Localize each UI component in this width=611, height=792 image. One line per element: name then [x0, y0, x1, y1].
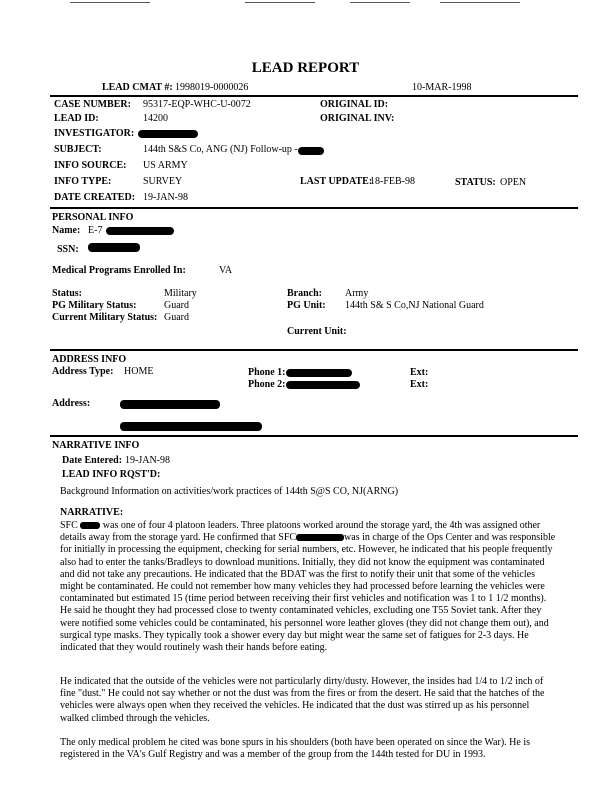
current-military-status-label: Current Military Status:	[52, 312, 158, 323]
phone2-label: Phone 2:	[248, 379, 286, 390]
case-number: 95317-EQP-WHC-U-0072	[143, 99, 251, 110]
address-type-label: Address Type:	[52, 366, 114, 377]
lead-id: 14200	[143, 113, 168, 124]
narrative-paragraph-2: He indicated that the outside of the vehicles were not particularly dirty/dusty. However, the insides had 1/4 to 1/2 inch of fine "dust." He could not say whether or not the dust was from the fires or from the desert. He said that the hatches of the vehicles were always open when they received the vehicles. He indicated that the dust was stirred up as his personnel walked climbed through the vehicles.	[60, 676, 545, 724]
narrative-info-heading: NARRATIVE INFO	[52, 440, 140, 451]
info-source: US ARMY	[143, 160, 188, 171]
subject: 144th S&S Co, ANG (NJ) Follow-up -	[143, 144, 298, 155]
redaction-inline	[296, 534, 344, 541]
ext1-label: Ext:	[410, 367, 429, 378]
narrative-p1-start: SFC	[60, 520, 78, 531]
background-info: Background Information on activities/work practices of 144th S@S CO, NJ(ARNG)	[60, 486, 399, 497]
pg-unit-value: 144th S& S Co,NJ National Guard	[345, 300, 484, 311]
investigator-label: INVESTIGATOR:	[54, 128, 135, 139]
redaction-address-line2	[120, 422, 262, 431]
divider	[50, 207, 578, 209]
ext2-label: Ext:	[410, 379, 429, 390]
narrative-label: NARRATIVE:	[60, 507, 124, 518]
case-number-label: CASE NUMBER:	[54, 99, 131, 110]
status-value: OPEN	[500, 177, 527, 188]
lead-id-label: LEAD ID:	[54, 113, 99, 124]
narrative-p1-end: was in charge of the Ops Center and was responsible for initially in processing the equipment, checking for serial numbers, etc. However, he indicated that his people frequently also had to enter the tanks/Bradleys to download munitions. Initially, they did not know the equipment was contaminated and did not take any precautions. He indicated that the BDAT was the first to notify their unit that some of the vehicles might be contaminated. He could not remember how many vehicles they had processed before learning the vehicles were contaminated but estimated 15 (time period between receiving their first vehicles and notification was 1 to 1 1/2 months). He said he thought they had processed close to twenty contaminated vehicles, excluding one T55 Soviet tank. After they were notified some vehicles could be contaminated, his personnel wore leather gloves (they did not change them out), and surgical type masks. They typically took a shower every day but might wear the same set of fatigues for 2-3 days. He indicated that they would routinely wash their hands before eating.	[60, 532, 556, 654]
divider	[50, 349, 578, 351]
divider	[50, 95, 578, 97]
redaction-phone2	[286, 381, 360, 389]
redaction-name	[106, 227, 174, 235]
pg-unit-label: PG Unit:	[287, 300, 326, 311]
address-info-heading: ADDRESS INFO	[52, 354, 127, 365]
date-created-label: DATE CREATED:	[54, 192, 136, 203]
original-id-label: ORIGINAL ID:	[320, 99, 389, 110]
pg-military-status-value: Guard	[164, 300, 189, 311]
narrative-paragraph-3: The only medical problem he cited was bone spurs in his shoulders (both have been operated on since the War). He is registered in the VA's Gulf Registry and was a member of the group from the 144th tested for DU in 1993.	[60, 737, 530, 761]
narrative-paragraph-1	[60, 520, 560, 654]
redaction-investigator	[138, 130, 198, 138]
address-label: Address:	[52, 398, 91, 409]
info-source-label: INFO SOURCE:	[54, 160, 127, 171]
scan-mark	[440, 2, 520, 3]
info-type: SURVEY	[143, 176, 183, 187]
redaction-address-line1	[120, 400, 220, 409]
date-entered-label: Date Entered:	[62, 455, 123, 466]
date-created: 19-JAN-98	[143, 192, 188, 203]
last-update: 18-FEB-98	[370, 176, 415, 187]
branch-label: Branch:	[287, 288, 322, 299]
current-unit-label: Current Unit:	[287, 326, 347, 337]
scan-mark	[350, 2, 410, 3]
report-date: 10-MAR-1998	[412, 82, 472, 93]
pg-military-status-label: PG Military Status:	[52, 300, 137, 311]
personal-info-heading: PERSONAL INFO	[52, 212, 134, 223]
branch-value: Army	[345, 288, 369, 299]
divider	[50, 435, 578, 437]
name-value: E-7	[88, 225, 103, 236]
subject-label: SUBJECT:	[54, 144, 102, 155]
report-title: LEAD REPORT	[251, 60, 360, 76]
medical-programs-value: VA	[219, 265, 233, 276]
status-label: STATUS:	[455, 177, 496, 188]
ssn-label: SSN:	[57, 244, 79, 255]
redaction-phone1	[286, 369, 352, 377]
medical-programs-label: Medical Programs Enrolled In:	[52, 265, 186, 276]
scan-mark	[70, 2, 150, 3]
scan-mark	[245, 2, 315, 3]
last-update-label: LAST UPDATE:	[300, 176, 373, 187]
redaction-inline	[80, 522, 100, 529]
current-military-status-value: Guard	[164, 312, 189, 323]
lead-cmat-label: LEAD CMAT #:	[102, 82, 173, 93]
status-military-label: Status:	[52, 288, 83, 299]
original-inv-label: ORIGINAL INV:	[320, 113, 395, 124]
name-label: Name:	[52, 225, 81, 236]
date-entered: 19-JAN-98	[125, 455, 170, 466]
address-type-value: HOME	[124, 366, 154, 377]
info-type-label: INFO TYPE:	[54, 176, 112, 187]
lead-info-rqst-label: LEAD INFO RQST'D:	[62, 469, 161, 480]
phone1-label: Phone 1:	[248, 367, 286, 378]
lead-cmat-value: 1998019-0000026	[175, 82, 249, 93]
redaction-subject	[298, 147, 324, 155]
redaction-ssn	[88, 243, 140, 252]
status-military-value: Military	[164, 288, 197, 299]
narrative-p1-middle: was one of four 4 platoon leaders. Three platoons worked around the storage yard, the 4th was assigned other details away from the storage yard. He confirmed that SFC	[60, 520, 541, 544]
